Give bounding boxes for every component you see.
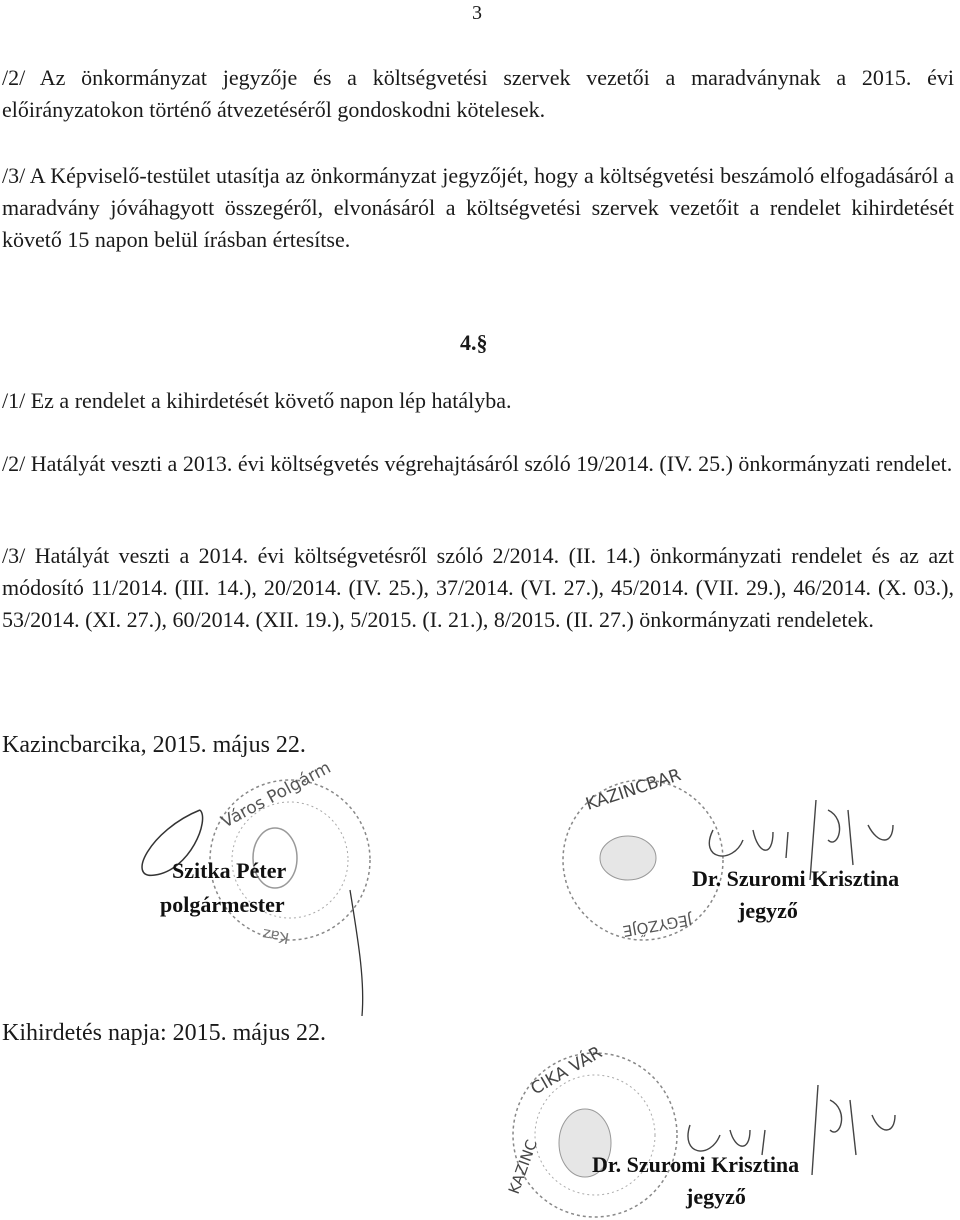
svg-text:Kaz: Kaz	[261, 924, 291, 948]
notary-title: jegyző	[738, 898, 798, 923]
notary2-name: Dr. Szuromi Krisztina	[592, 1152, 800, 1177]
svg-text:KAZINC: KAZINC	[504, 1137, 541, 1197]
svg-text:JEGYZŐJE: JEGYZŐJE	[621, 910, 694, 941]
promulgation-date: Kihirdetés napja: 2015. május 22.	[2, 1020, 326, 1046]
svg-text:CIKA VÁR: CIKA VÁR	[527, 1042, 606, 1100]
notary2-title: jegyző	[686, 1184, 746, 1209]
section-heading: 4.§	[460, 330, 488, 355]
page-number: 3	[472, 2, 482, 24]
paragraph-3-2: /2/ Az önkormányzat jegyzője és a költségvetési szervek vezetői a maradványnak a 2015. évi előirányzatokon történő átvezetéséről gondoskodni kötelesek.	[2, 65, 954, 122]
svg-text:KAZINCBAR: KAZINCBAR	[583, 765, 684, 815]
paragraph-3-3: /3/ A Képviselő-testület utasítja az önkormányzat jegyzőjét, hogy a költségvetési beszámoló elfogadásáról a maradvány jóváhagyott összegéről, elvonásáról a költségvetési szervek vezetőit a rendelet kihirdetését követő 15 napon belül írásban értesítse.	[2, 163, 954, 252]
paragraph-4-2: /2/ Hatályát veszti a 2013. évi költségvetés végrehajtásáról szóló 19/2014. (IV. 25.) önkormányzati rendelet.	[2, 451, 953, 476]
stamp1-lettering: Város Polgárm	[217, 757, 335, 833]
notary-stamp	[548, 765, 958, 960]
place-date: Kazincbarcika, 2015. május 22.	[2, 732, 306, 758]
paragraph-4-1: /1/ Ez a rendelet a kihirdetését követő napon lép hatályba.	[2, 388, 512, 413]
paragraph-4-3: /3/ Hatályát veszti a 2014. évi költségvetésről szóló 2/2014. (II. 14.) önkormányzati rendelet és az azt módosító 11/2014. (III. 14.), 20/2014. (IV. 25.), 37/2014. (VI. 27.), 45/2014. (VII. 29.), 46/2014. (X. 03.), 53/2014. (XI. 27.), 60/2014. (XII. 19.), 5/2015. (I. 21.), 8/2015. (II. 27.) önkormányzati rendeletek.	[2, 543, 954, 632]
mayor-title: polgármester	[160, 892, 285, 917]
mayor-name: Szitka Péter	[172, 858, 287, 883]
notary-name: Dr. Szuromi Krisztina	[692, 866, 900, 891]
